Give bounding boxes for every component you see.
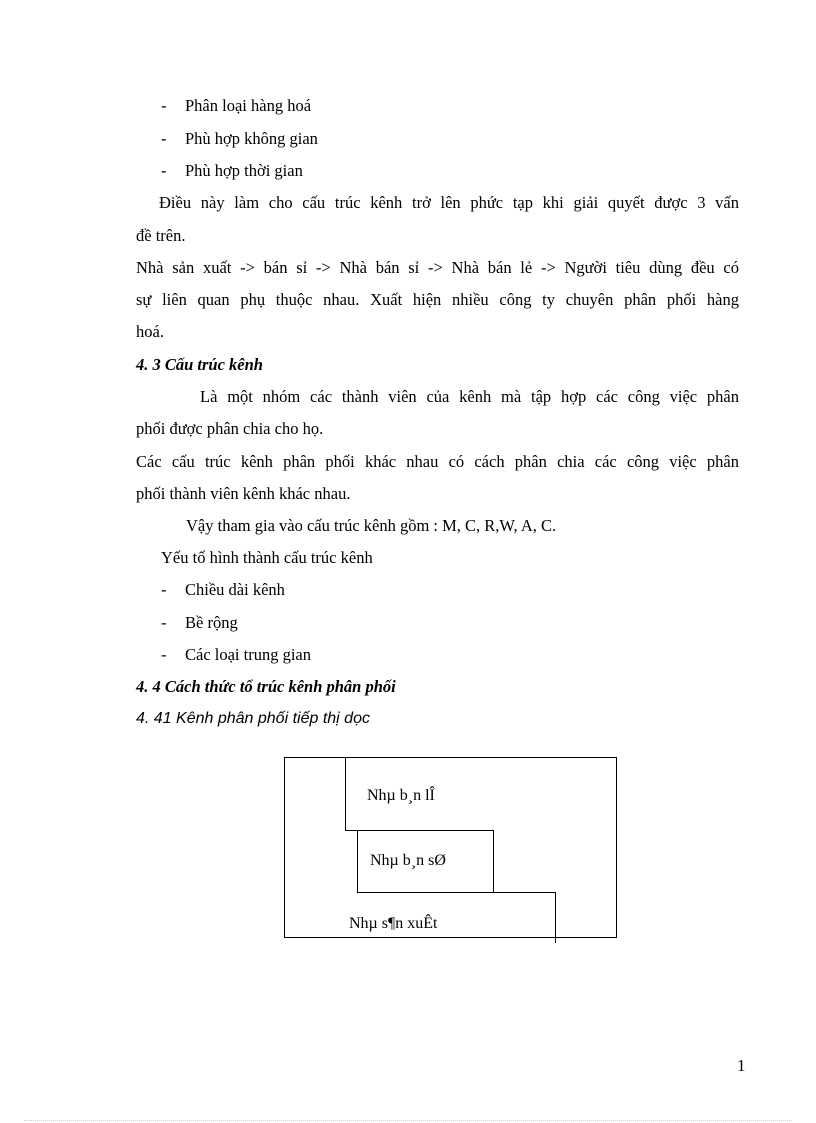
- diagram-divider: [357, 892, 555, 893]
- list-item-text: Phân loại hàng hoá: [185, 96, 312, 115]
- paragraph-line: Các cấu trúc kênh phân phối khác nhau có cách phân chia các công việc phân: [136, 452, 739, 471]
- page-number: 1: [737, 1056, 746, 1075]
- paragraph-line: Yếu tố hình thành cấu trúc kênh: [161, 548, 373, 567]
- paragraph-line: sự liên quan phụ thuộc nhau. Xuất hiện nhiều công ty chuyên phân phối hàng: [136, 290, 739, 309]
- retailer-label: Nhµ b¸n lÎ: [367, 787, 435, 804]
- paragraph-line: phối được phân chia cho họ.: [136, 419, 324, 438]
- paragraph-line: Là một nhóm các thành viên của kênh mà tập hợp các công việc phân: [200, 387, 739, 406]
- bullet-dash: -: [161, 613, 167, 632]
- paragraph-line: đề trên.: [136, 226, 186, 245]
- paragraph-line: phối thành viên kênh khác nhau.: [136, 484, 351, 503]
- section-heading: 4. 3 Cấu trúc kênh: [136, 355, 263, 374]
- wholesaler-label: Nhµ b¸n sØ: [370, 852, 446, 869]
- list-item-text: Phù hợp thời gian: [185, 161, 303, 180]
- manufacturer-label: Nhµ s¶n xuÊt: [349, 915, 438, 932]
- bullet-dash: -: [161, 161, 167, 180]
- paragraph-line: hoá.: [136, 322, 164, 341]
- diagram-border: [284, 757, 617, 758]
- diagram-divider: [357, 830, 358, 892]
- section-heading: 4. 4 Cách thức tổ trúc kênh phân phối: [136, 677, 396, 696]
- diagram-border: [284, 757, 285, 938]
- diagram-border: [616, 757, 617, 938]
- list-item-text: Chiều dài kênh: [185, 580, 285, 599]
- diagram-divider: [493, 830, 494, 892]
- list-item-text: Bề rộng: [185, 613, 238, 632]
- footer-divider: [24, 1120, 792, 1121]
- paragraph-line: Vậy tham gia vào cấu trúc kênh gồm : M, C, R,W, A, C.: [186, 516, 557, 535]
- paragraph-line: Điều này làm cho cấu trúc kênh trở lên phức tạp khi giải quyết được 3 vấn: [159, 193, 739, 212]
- paragraph-line: Nhà sản xuất -> bán sỉ -> Nhà bán sỉ -> Nhà bán lẻ -> Người tiêu dùng đều có: [136, 258, 739, 277]
- subsection-heading: 4. 41 Kênh phân phối tiếp thị dọc: [136, 710, 370, 727]
- bullet-dash: -: [161, 645, 167, 664]
- list-item-text: Phù hợp không gian: [185, 129, 318, 148]
- list-item-text: Các loại trung gian: [185, 645, 312, 664]
- diagram-divider: [345, 757, 346, 830]
- diagram-divider: [345, 830, 493, 831]
- bullet-dash: -: [161, 96, 167, 115]
- bullet-dash: -: [161, 580, 167, 599]
- diagram-border: [284, 937, 617, 938]
- bullet-dash: -: [161, 129, 167, 148]
- diagram-divider: [555, 892, 556, 943]
